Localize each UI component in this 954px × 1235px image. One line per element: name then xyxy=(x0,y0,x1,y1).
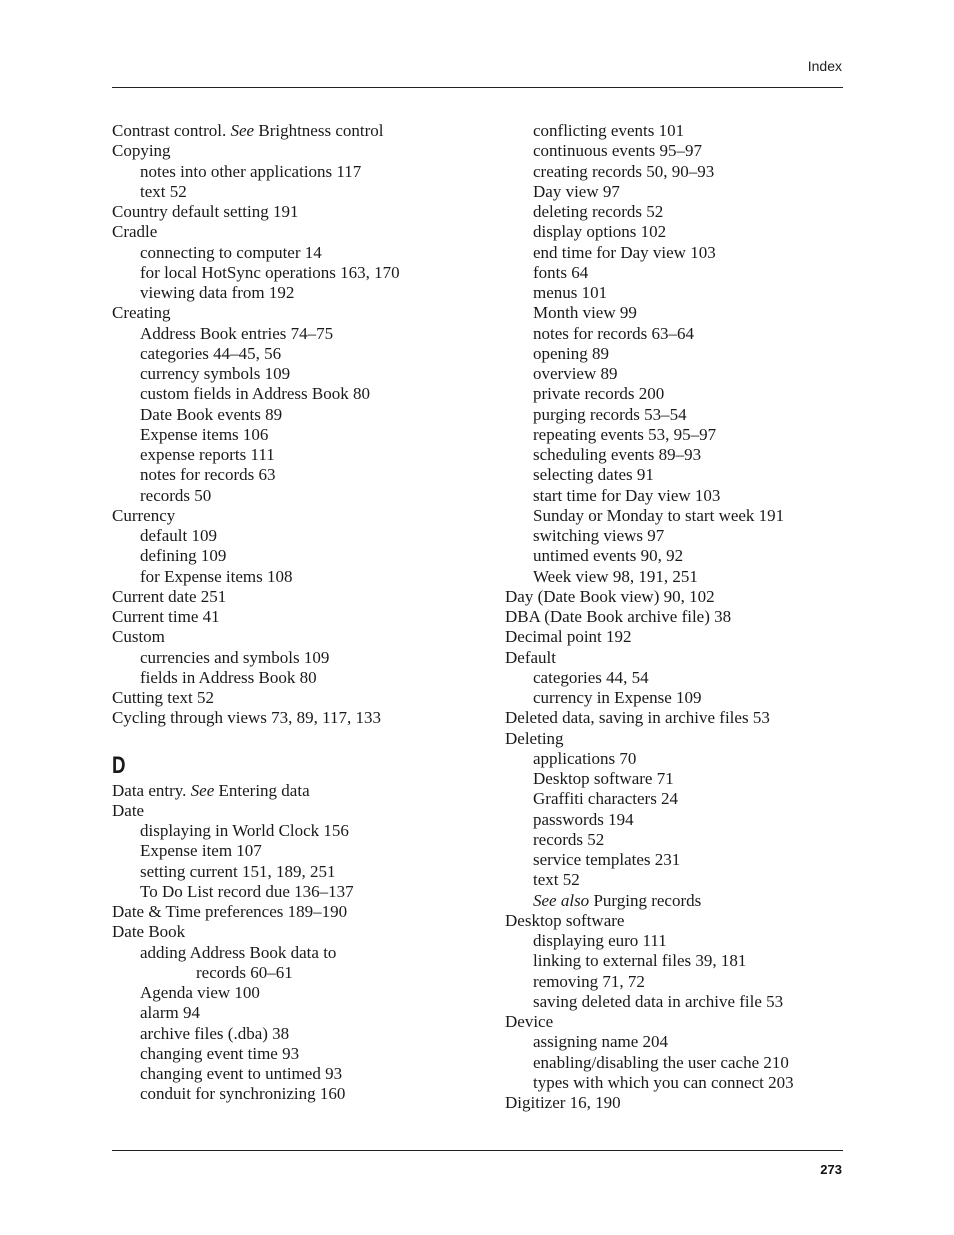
entry-text: service templates 231 xyxy=(533,850,681,869)
entry-text: Agenda view 100 xyxy=(140,983,260,1002)
index-subentry xyxy=(112,1044,492,1064)
index-subentry xyxy=(112,668,492,688)
entry-text: Expense item 107 xyxy=(140,841,262,861)
entry-text: conduit for synchronizing 160 xyxy=(140,1084,346,1104)
entry-text: displaying euro 111 xyxy=(533,931,667,950)
entry-text: Deleted data, saving in archive files 53 xyxy=(505,708,770,728)
index-subentry xyxy=(505,850,843,870)
entry-text: Currency xyxy=(112,505,176,525)
index-entry xyxy=(112,121,492,141)
entry-text: text 52 xyxy=(140,181,187,201)
entry-text: assigning name 204 xyxy=(533,1032,669,1052)
entry-text: Date Book xyxy=(112,922,186,942)
index-subentry xyxy=(112,405,492,425)
index-subentry xyxy=(505,445,843,465)
entry-text: Custom xyxy=(112,627,165,647)
entry-text: Desktop software 71 xyxy=(533,769,674,788)
entry-text: linking to external files 39, 181 xyxy=(533,951,747,971)
index-subentry xyxy=(505,951,843,971)
index-subentry xyxy=(505,931,843,951)
index-subentry xyxy=(112,648,492,668)
index-subentry xyxy=(112,1003,492,1023)
entry-text: Day view 97 xyxy=(533,181,620,201)
entry-text: default 109 xyxy=(140,526,217,545)
index-subentry xyxy=(112,567,492,587)
entry-text: removing 71, 72 xyxy=(533,971,645,991)
index-subentry xyxy=(112,862,492,882)
entry-text: repeating events 53, 95–97 xyxy=(533,424,717,444)
index-column-left xyxy=(112,121,492,1105)
index-subentry xyxy=(505,283,843,303)
entry-text: Current date 251 xyxy=(112,586,227,606)
index-entry xyxy=(112,607,492,627)
entry-text: To Do List record due 136–137 xyxy=(140,881,354,901)
entry-text: alarm 94 xyxy=(140,1003,200,1023)
index-subentry xyxy=(505,344,843,364)
entry-text: opening 89 xyxy=(533,343,610,363)
index-subentry xyxy=(112,1024,492,1044)
entry-text: connecting to computer 14 xyxy=(140,242,322,262)
index-subentry xyxy=(505,749,843,769)
index-entry xyxy=(112,627,492,647)
index-entry xyxy=(505,627,843,647)
entry-text: display options 102 xyxy=(533,222,667,242)
entry-text: Cycling through views 73, 89, 117, 133 xyxy=(112,708,381,728)
index-entry xyxy=(112,587,492,607)
entry-text: expense reports 111 xyxy=(140,445,275,464)
entry-text: notes for records 63 xyxy=(140,465,276,485)
index-subentry xyxy=(505,830,843,850)
index-subentry xyxy=(112,1084,492,1104)
index-subentry xyxy=(505,870,843,890)
index-subentry xyxy=(112,162,492,182)
index-subentry xyxy=(505,486,843,506)
index-subentry xyxy=(505,162,843,182)
index-subentry xyxy=(505,465,843,485)
entry-text: Data entry. xyxy=(112,780,191,800)
entry-text: Current time 41 xyxy=(112,607,220,626)
entry-text: Purging records xyxy=(589,890,702,910)
entry-text: defining 109 xyxy=(140,546,227,566)
index-subentry xyxy=(505,263,843,283)
entry-text: DBA (Date Book archive file) 38 xyxy=(505,607,732,626)
entry-text: viewing data from 192 xyxy=(140,283,295,302)
index-entry xyxy=(112,902,492,922)
index-subentry xyxy=(505,243,843,263)
entry-text: Entering data xyxy=(214,780,310,800)
entry-text: Brightness control xyxy=(254,121,384,140)
entry-text: Creating xyxy=(112,303,171,323)
index-entry xyxy=(112,303,492,323)
entry-text: Decimal point 192 xyxy=(505,627,632,647)
entry-text: fonts 64 xyxy=(533,262,589,282)
index-entry xyxy=(112,922,492,942)
entry-text: Cradle xyxy=(112,222,158,242)
entry-text: Graffiti characters 24 xyxy=(533,789,679,809)
entry-text: currencies and symbols 109 xyxy=(140,647,330,667)
index-subentry xyxy=(112,546,492,566)
entry-text: Country default setting 191 xyxy=(112,202,299,221)
index-subentry xyxy=(505,384,843,404)
entry-text: Date Book events 89 xyxy=(140,404,283,424)
entry-text: private records 200 xyxy=(533,384,665,404)
entry-text: scheduling events 89–93 xyxy=(533,445,702,464)
index-subentry xyxy=(505,1032,843,1052)
entry-text: overview 89 xyxy=(533,364,618,383)
index-subentry xyxy=(505,567,843,587)
cross-reference-label: See also xyxy=(533,890,590,910)
index-subentry xyxy=(112,263,492,283)
index-subentry xyxy=(505,546,843,566)
index-column-right xyxy=(505,121,843,1113)
entry-text: archive files (.dba) 38 xyxy=(140,1023,290,1043)
entry-text: Expense items 106 xyxy=(140,424,269,444)
entry-text: saving deleted data in archive file 53 xyxy=(533,991,784,1011)
entry-text: notes into other applications 117 xyxy=(140,161,362,181)
index-subentry xyxy=(505,506,843,526)
entry-text: Digitizer 16, 190 xyxy=(505,1093,621,1112)
index-subentry xyxy=(505,1073,843,1093)
entry-text: Device xyxy=(505,1012,554,1031)
entry-text: end time for Day view 103 xyxy=(533,242,716,262)
index-subentry xyxy=(505,688,843,708)
index-entry xyxy=(505,708,843,728)
entry-text: Copying xyxy=(112,141,171,161)
index-subentry xyxy=(112,486,492,506)
entry-text: currency symbols 109 xyxy=(140,364,291,383)
index-subentry xyxy=(112,983,492,1003)
entry-text: conflicting events 101 xyxy=(533,121,685,140)
index-subentry xyxy=(505,526,843,546)
index-entry xyxy=(112,222,492,242)
index-entry xyxy=(505,1012,843,1032)
index-entry xyxy=(505,648,843,668)
index-subentry xyxy=(505,303,843,323)
index-subentry xyxy=(505,202,843,222)
entry-text: Month view 99 xyxy=(533,303,637,323)
entry-text: creating records 50, 90–93 xyxy=(533,161,715,181)
running-header-label: Index xyxy=(807,58,842,74)
entry-text: records 52 xyxy=(533,829,605,849)
index-entry xyxy=(505,587,843,607)
index-subentry xyxy=(112,1064,492,1084)
entry-text: deleting records 52 xyxy=(533,202,664,221)
entry-text: switching views 97 xyxy=(533,526,665,545)
index-subentry xyxy=(505,364,843,384)
index-subentry xyxy=(505,182,843,202)
index-entry xyxy=(112,708,492,728)
index-subentry xyxy=(112,182,492,202)
index-subentry xyxy=(505,121,843,141)
index-entry xyxy=(112,688,492,708)
entry-text: fields in Address Book 80 xyxy=(140,667,317,687)
entry-text: applications 70 xyxy=(533,748,637,768)
index-entry xyxy=(112,141,492,161)
entry-text: Date & Time preferences 189–190 xyxy=(112,902,348,921)
entry-text: categories 44, 54 xyxy=(533,667,649,687)
entry-text: changing event time 93 xyxy=(140,1043,300,1063)
index-subentry xyxy=(112,364,492,384)
entry-text: adding Address Book data to xyxy=(140,942,337,962)
index-subentry xyxy=(505,141,843,161)
entry-text: menus 101 xyxy=(533,283,608,302)
index-subentry xyxy=(112,841,492,861)
index-subentry xyxy=(112,445,492,465)
header-rule xyxy=(112,87,843,88)
index-subentry xyxy=(112,384,492,404)
entry-text: start time for Day view 103 xyxy=(533,485,721,505)
index-entry xyxy=(112,202,492,222)
entry-text: records 50 xyxy=(140,485,212,505)
index-subentry xyxy=(112,943,492,963)
index-subentry xyxy=(112,324,492,344)
index-subentry xyxy=(112,283,492,303)
entry-text: changing event to untimed 93 xyxy=(140,1064,343,1083)
entry-text: Contrast control. xyxy=(112,121,231,140)
index-subentry xyxy=(112,963,492,983)
index-entry xyxy=(505,1093,843,1113)
index-entry xyxy=(505,729,843,749)
index-subentry xyxy=(112,425,492,445)
page-number: 273 xyxy=(820,1162,842,1177)
index-subentry xyxy=(505,222,843,242)
entry-text: notes for records 63–64 xyxy=(533,323,694,343)
index-subentry xyxy=(112,526,492,546)
index-subentry xyxy=(505,324,843,344)
index-subentry xyxy=(505,1053,843,1073)
entry-text: currency in Expense 109 xyxy=(533,688,702,707)
index-subentry xyxy=(505,972,843,992)
index-subentry xyxy=(505,810,843,830)
entry-text: categories 44–45, 56 xyxy=(140,343,282,363)
entry-text: Date xyxy=(112,800,145,820)
entry-text: setting current 151, 189, 251 xyxy=(140,861,336,881)
cross-reference-label: See xyxy=(230,121,255,140)
entry-text: enabling/disabling the user cache 210 xyxy=(533,1052,789,1072)
index-subentry xyxy=(505,789,843,809)
entry-text: types with which you can connect 203 xyxy=(533,1072,794,1092)
index-entry xyxy=(112,781,492,801)
entry-text: Default xyxy=(505,647,556,667)
entry-text: Address Book entries 74–75 xyxy=(140,323,334,343)
entry-text: displaying in World Clock 156 xyxy=(140,821,349,840)
footer-rule xyxy=(112,1150,843,1151)
index-entry xyxy=(505,911,843,931)
cross-reference-label: See xyxy=(190,780,215,800)
index-entry xyxy=(112,506,492,526)
entry-text: Day (Date Book view) 90, 102 xyxy=(505,586,715,606)
index-entry xyxy=(505,607,843,627)
entry-text: custom fields in Address Book 80 xyxy=(140,384,370,404)
entry-text: passwords 194 xyxy=(533,809,634,829)
entry-text: for local HotSync operations 163, 170 xyxy=(140,262,400,282)
index-subentry xyxy=(505,405,843,425)
entry-text: Deleting xyxy=(505,728,564,748)
index-subentry xyxy=(505,425,843,445)
index-entry xyxy=(112,801,492,821)
entry-text: continuous events 95–97 xyxy=(533,141,703,161)
entry-text: selecting dates 91 xyxy=(533,465,654,485)
entry-text: Cutting text 52 xyxy=(112,688,214,707)
entry-text: for Expense items 108 xyxy=(140,566,293,586)
entry-text: records 60–61 xyxy=(196,962,293,982)
entry-text: Week view 98, 191, 251 xyxy=(533,566,698,586)
index-subentry xyxy=(505,668,843,688)
index-subentry xyxy=(505,992,843,1012)
entry-text: Desktop software xyxy=(505,910,625,930)
entry-text: untimed events 90, 92 xyxy=(533,546,684,566)
entry-text: purging records 53–54 xyxy=(533,404,687,424)
index-subentry xyxy=(112,821,492,841)
index-letter-heading: D xyxy=(112,751,126,779)
section-gap xyxy=(112,729,492,751)
index-subentry xyxy=(112,465,492,485)
index-subentry xyxy=(112,882,492,902)
index-subentry xyxy=(112,344,492,364)
entry-text: text 52 xyxy=(533,870,580,890)
index-subentry xyxy=(505,891,843,911)
index-subentry xyxy=(112,243,492,263)
entry-text: Sunday or Monday to start week 191 xyxy=(533,505,785,525)
index-subentry xyxy=(505,769,843,789)
